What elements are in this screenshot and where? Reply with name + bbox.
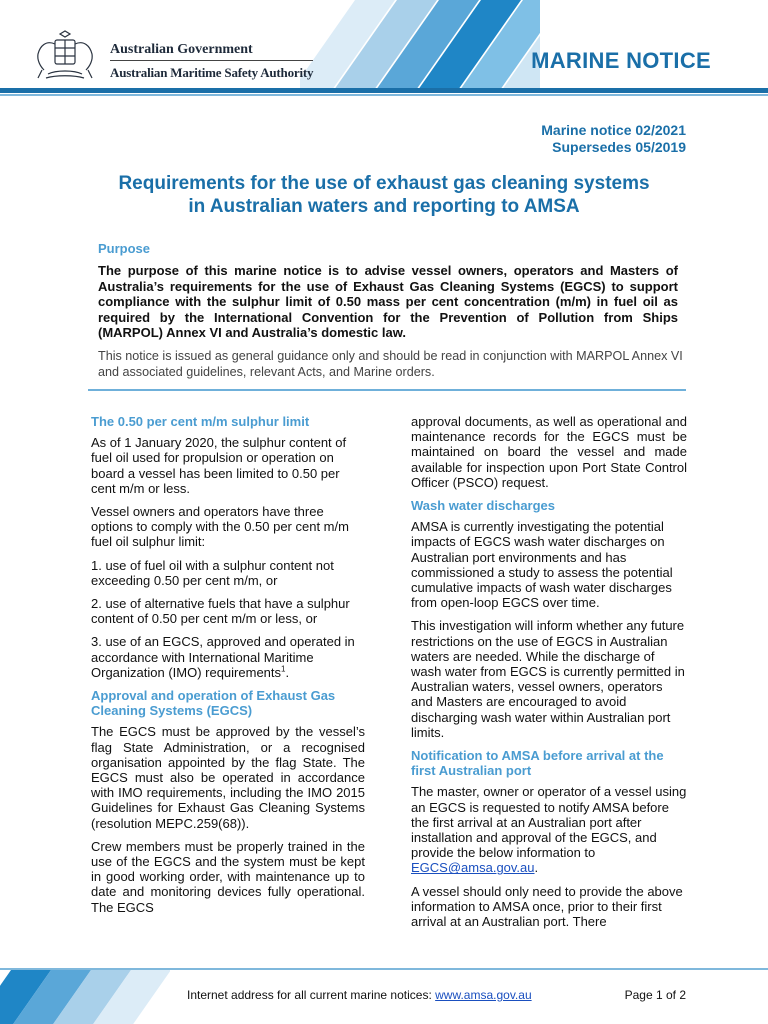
- supersedes-notice: Supersedes 05/2019: [552, 139, 686, 155]
- title-line-1: Requirements for the use of exhaust gas cleaning systems: [118, 173, 650, 194]
- paragraph: Vessel owners and operators have three options to comply with the 0.50 per cent m/m fuel oil sulphur limit:: [91, 504, 349, 550]
- sulphur-limit-heading: The 0.50 per cent m/m sulphur limit: [91, 414, 310, 429]
- guidance-note: This notice is issued as general guidance only and should be read in conjunction with MARPOL Annex VI and associated guidelines, relevant Acts, and Marine orders.: [98, 349, 683, 379]
- page-header: [0, 0, 768, 98]
- title-line-2: in Australian waters and reporting to AMSA: [188, 196, 580, 217]
- paragraph: Crew members must be properly trained in the use of the EGCS and the system must be kept in good working order, with maintenance up to date and monitoring devices fully operational. The EGCS: [91, 838, 365, 915]
- paragraph: [411, 784, 687, 875]
- agency-name: Australian Maritime Safety Authority: [110, 65, 314, 80]
- paragraph-text: The master, owner or operator of a vessel using an EGCS is requested to notify AMSA before the first arrival at an Australian port after installation and approval of the EGCS, and provide the below information to: [411, 784, 687, 861]
- notice-number: Marine notice 02/2021: [541, 122, 686, 138]
- header-stripes-graphic: [300, 0, 540, 92]
- paragraph: approval documents, as well as operational and maintenance records for the EGCS must be maintained on board the vessel and made available for inspection upon Port State Control Officer (PSCO) request.: [411, 414, 687, 490]
- coat-of-arms-icon: [28, 30, 102, 84]
- right-column: [411, 414, 687, 937]
- footer-text: [187, 988, 532, 1002]
- left-column: [91, 414, 365, 923]
- header-rule: [0, 88, 768, 93]
- footer-stripes-graphic: [0, 970, 170, 1024]
- government-name: Australian Government: [110, 42, 253, 57]
- footnote-marker: 1: [281, 664, 286, 674]
- list-item: 2. use of alternative fuels that have a sulphur content of 0.50 per cent m/m or less, or: [91, 596, 350, 627]
- document-title: [60, 172, 708, 218]
- notification-heading: Notification to AMSA before arrival at the first Australian port: [411, 748, 664, 779]
- paragraph: AMSA is currently investigating the potential impacts of EGCS wash water discharges on Australian port environments and has commissioned a study to assess the potential cumulative impacts of wash water discharges from open-loop EGCS over time.: [411, 519, 673, 611]
- approval-operation-heading: Approval and operation of Exhaust Gas Cleaning Systems (EGCS): [91, 688, 336, 719]
- list-item: 1. use of fuel oil with a sulphur content not exceeding 0.50 per cent m/m, or: [91, 557, 334, 588]
- purpose-text: The purpose of this marine notice is to advise vessel owners, operators and Masters of Australia’s requirements for the use of Exhaust Gas Cleaning Systems (EGCS) to support compliance with the sulphur limit of 0.50 mass per cent concentration (m/m) in fuel oil as required by the International Convention for the Prevention of Pollution from Ships (MARPOL) Annex VI and Australia’s domestic law.: [98, 263, 678, 341]
- punctuation: .: [534, 860, 539, 876]
- footer-label: Internet address for all current marine notices:: [187, 988, 436, 1002]
- page-number: Page 1 of 2: [624, 988, 686, 1002]
- marine-notice-title: MARINE NOTICE: [531, 48, 711, 73]
- logo-divider: [110, 60, 313, 61]
- paragraph: As of 1 January 2020, the sulphur content of fuel oil used for propulsion or operation on board a vessel has been limited to 0.50 per cent m/m or less.: [91, 435, 347, 496]
- egcs-email-link[interactable]: EGCS@amsa.gov.au: [411, 860, 535, 876]
- purpose-heading: Purpose: [98, 241, 151, 256]
- paragraph: A vessel should only need to provide the above information to AMSA once, prior to their first arrival at an Australian port. There: [411, 883, 683, 930]
- punctuation: .: [285, 664, 290, 680]
- paragraph: The EGCS must be approved by the vessel’s flag State Administration, or a recognised organisation appointed by the flag State. The EGCS must also be operated in accordance with IMO requirements, including the IMO 2015 Guidelines for Exhaust Gas Cleaning Systems (resolution MEPC.259(68)).: [91, 724, 365, 831]
- notice-references: [541, 122, 686, 156]
- wash-water-heading: Wash water discharges: [411, 498, 556, 514]
- section-divider: [88, 389, 686, 391]
- amsa-website-link[interactable]: www.amsa.gov.au: [435, 988, 532, 1002]
- paragraph: This investigation will inform whether any future restrictions on the use of EGCS in Australian waters are needed. While the discharge of wash water from EGCS is currently permitted in Australian waters, vessel owners, operators and Masters are encouraged to avoid discharging wash water within Australian port limits.: [411, 618, 685, 740]
- header-rule-light: [0, 94, 768, 96]
- list-item-text: 3. use of an EGCS, approved and operated in accordance with International Maritime Organization (IMO) requirements: [91, 634, 355, 680]
- list-item: [91, 634, 365, 680]
